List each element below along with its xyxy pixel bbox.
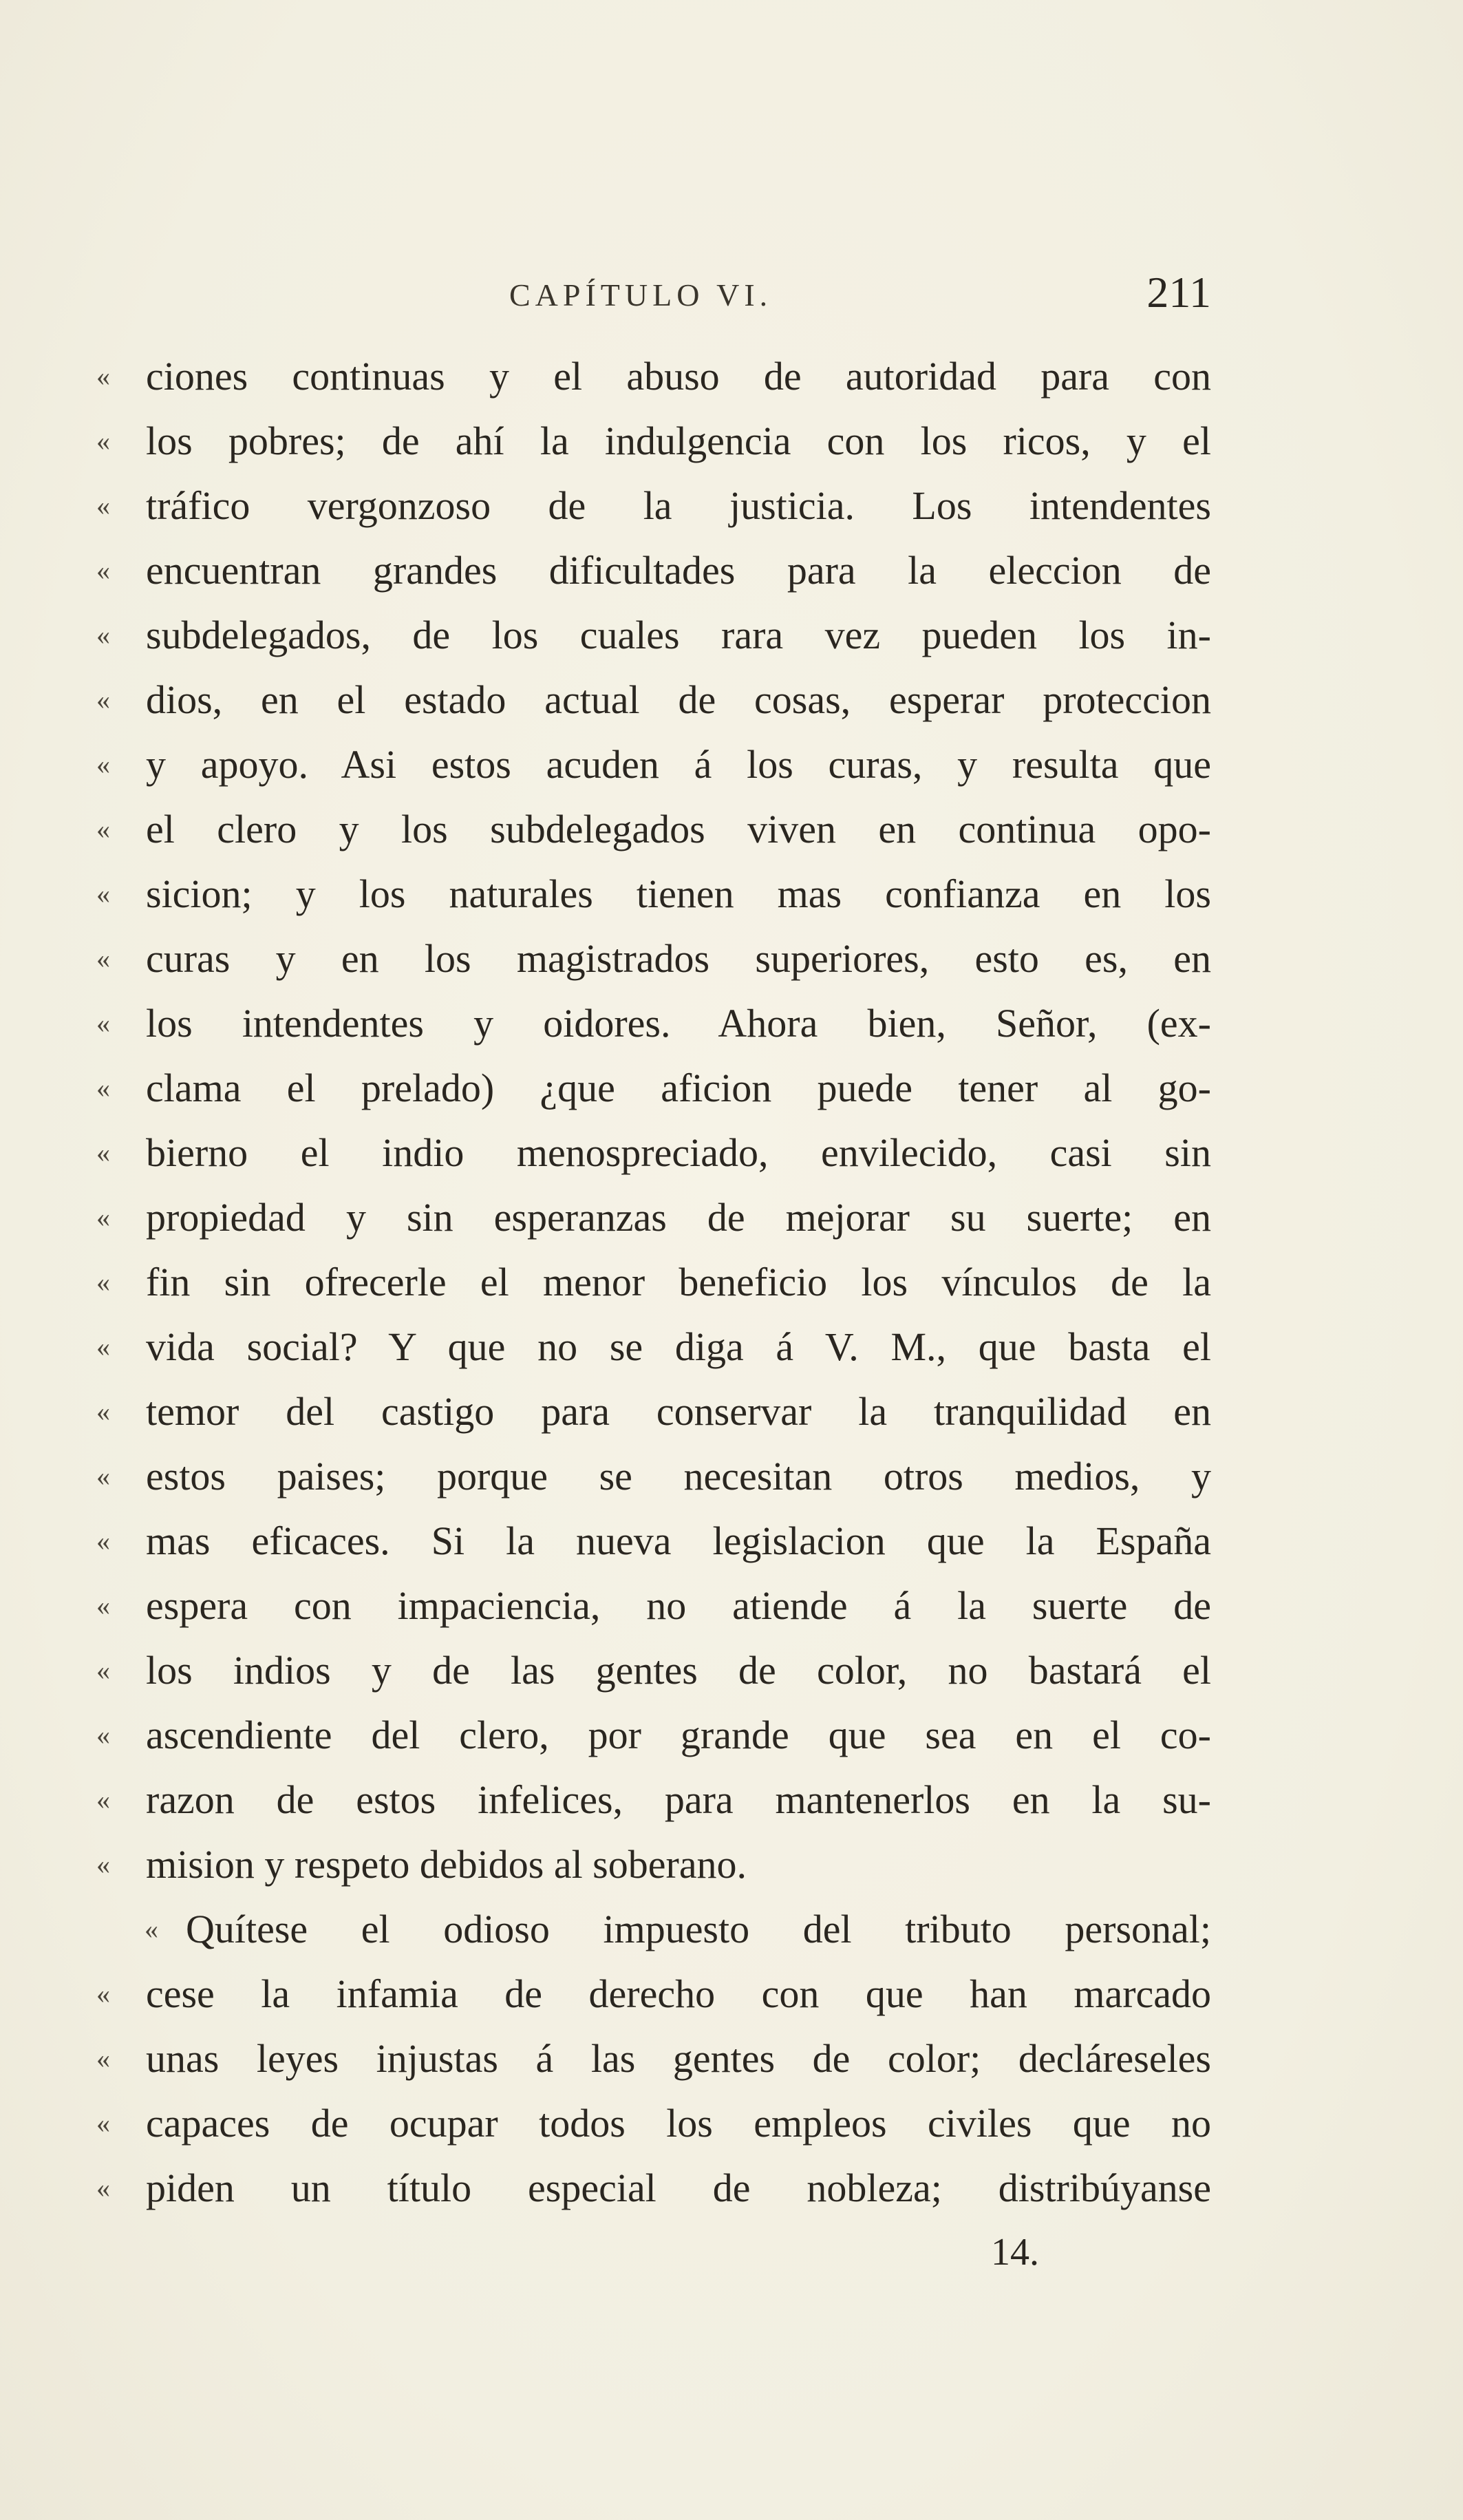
- text-line: [96, 474, 1211, 538]
- quote-mark: «: [145, 1914, 158, 1945]
- quote-mark: «: [96, 1202, 110, 1233]
- text-line: [96, 1832, 1211, 1897]
- line-text: curas y en los magistrados superiores, esto es, en: [146, 936, 1211, 981]
- line-text: ascendiente del clero, por grande que sea en el co-: [146, 1713, 1211, 1757]
- text-line: [96, 1315, 1211, 1379]
- quote-mark: «: [96, 555, 110, 586]
- quote-mark: «: [96, 1590, 110, 1621]
- line-text: temor del castigo para conservar la tranquilidad en: [146, 1389, 1211, 1434]
- text-line: [96, 1768, 1211, 1832]
- text-line: [96, 344, 1211, 409]
- line-text: espera con impaciencia, no atiende á la suerte de: [146, 1583, 1211, 1628]
- line-text: vida social? Y que no se diga á V. M., que basta el: [146, 1324, 1211, 1369]
- line-text: mision y respeto debidos al soberano.: [146, 1842, 747, 1887]
- line-text: razon de estos infelices, para mantenerlos en la su-: [146, 1777, 1211, 1822]
- quote-mark: «: [96, 1978, 110, 2009]
- line-text: dios, en el estado actual de cosas, esperar proteccion: [146, 677, 1211, 722]
- quote-mark: «: [96, 1719, 110, 1750]
- text-line: [96, 927, 1211, 991]
- quote-mark: «: [96, 1849, 110, 1880]
- line-text: fin sin ofrecerle el menor beneficio los vínculos de la: [146, 1260, 1211, 1304]
- body-text: [96, 344, 1211, 2221]
- quote-mark: «: [96, 2043, 110, 2074]
- text-line: [96, 409, 1211, 474]
- quote-mark: «: [96, 361, 110, 392]
- line-text: los pobres; de ahí la indulgencia con los ricos, y el: [146, 419, 1211, 463]
- text-line: [96, 1379, 1211, 1444]
- text-line: [96, 1121, 1211, 1185]
- running-title: CAPÍTULO VI.: [509, 277, 773, 313]
- line-text: ciones continuas y el abuso de autoridad para con: [146, 354, 1211, 399]
- quote-mark: «: [96, 1331, 110, 1362]
- text-line: [96, 1509, 1211, 1574]
- quote-mark: «: [96, 749, 110, 780]
- quote-mark: «: [96, 1461, 110, 1492]
- quote-mark: «: [96, 1396, 110, 1427]
- text-line: [96, 1250, 1211, 1315]
- line-text: mas eficaces. Si la nueva legislacion que la España: [146, 1518, 1211, 1563]
- page-number: 211: [1146, 268, 1211, 317]
- text-line: [96, 1962, 1211, 2026]
- text-line: [96, 668, 1211, 732]
- line-text: y apoyo. Asi estos acuden á los curas, y resulta que: [146, 742, 1211, 787]
- text-line: [96, 538, 1211, 603]
- line-text: el clero y los subdelegados viven en continua opo-: [146, 807, 1211, 851]
- text-line: [96, 1638, 1211, 1703]
- text-line: [96, 732, 1211, 797]
- line-text: estos paises; porque se necesitan otros medios, y: [146, 1454, 1211, 1499]
- line-text: Quítese el odioso impuesto del tributo personal;: [186, 1907, 1211, 1951]
- quote-mark: «: [96, 1525, 110, 1556]
- text-line: [96, 2091, 1211, 2156]
- line-text: piden un título especial de nobleza; distribúyanse: [146, 2166, 1211, 2210]
- quote-mark: «: [96, 814, 110, 845]
- line-text: cese la infamia de derecho con que han marcado: [146, 1971, 1211, 2016]
- quote-mark: «: [96, 878, 110, 909]
- quote-mark: «: [96, 2108, 110, 2139]
- line-text: encuentran grandes dificultades para la eleccion de: [146, 548, 1211, 593]
- quote-mark: «: [96, 1784, 110, 1815]
- text-line: [96, 2156, 1211, 2221]
- text-line: [96, 862, 1211, 927]
- quote-mark: «: [96, 490, 110, 521]
- line-text: propiedad y sin esperanzas de mejorar su suerte; en: [146, 1195, 1211, 1240]
- line-text: sicion; y los naturales tienen mas confianza en los: [146, 871, 1211, 916]
- text-line: [96, 797, 1211, 862]
- text-line: [96, 1444, 1211, 1509]
- text-line: [96, 603, 1211, 668]
- line-text: los intendentes y oidores. Ahora bien, Señor, (ex-: [146, 1001, 1211, 1046]
- quote-mark: «: [96, 1137, 110, 1168]
- quote-mark: «: [96, 425, 110, 456]
- line-text: subdelegados, de los cuales rara vez pueden los in-: [146, 613, 1211, 657]
- quote-mark: «: [96, 943, 110, 974]
- text-line: [96, 1056, 1211, 1121]
- quote-mark: «: [96, 1072, 110, 1103]
- text-line: [96, 1897, 1211, 1962]
- text-line: [96, 2026, 1211, 2091]
- text-line: [96, 1703, 1211, 1768]
- quote-mark: «: [96, 1008, 110, 1039]
- line-text: unas leyes injustas á las gentes de color; decláreseles: [146, 2036, 1211, 2081]
- text-line: [96, 1185, 1211, 1250]
- page-header: [96, 267, 1211, 322]
- text-line: [96, 1574, 1211, 1638]
- line-text: capaces de ocupar todos los empleos civiles que no: [146, 2101, 1211, 2146]
- quote-mark: «: [96, 620, 110, 650]
- quote-mark: «: [96, 1655, 110, 1686]
- line-text: tráfico vergonzoso de la justicia. Los intendentes: [146, 483, 1211, 528]
- line-text: bierno el indio menospreciado, envilecido, casi sin: [146, 1130, 1211, 1175]
- quote-mark: «: [96, 1267, 110, 1298]
- line-text: clama el prelado) ¿que aficion puede tener al go-: [146, 1066, 1211, 1110]
- text-line: [96, 991, 1211, 1056]
- signature-mark: 14.: [991, 2231, 1039, 2274]
- quote-mark: «: [96, 2172, 110, 2203]
- quote-mark: «: [96, 684, 110, 715]
- line-text: los indios y de las gentes de color, no bastará el: [146, 1648, 1211, 1693]
